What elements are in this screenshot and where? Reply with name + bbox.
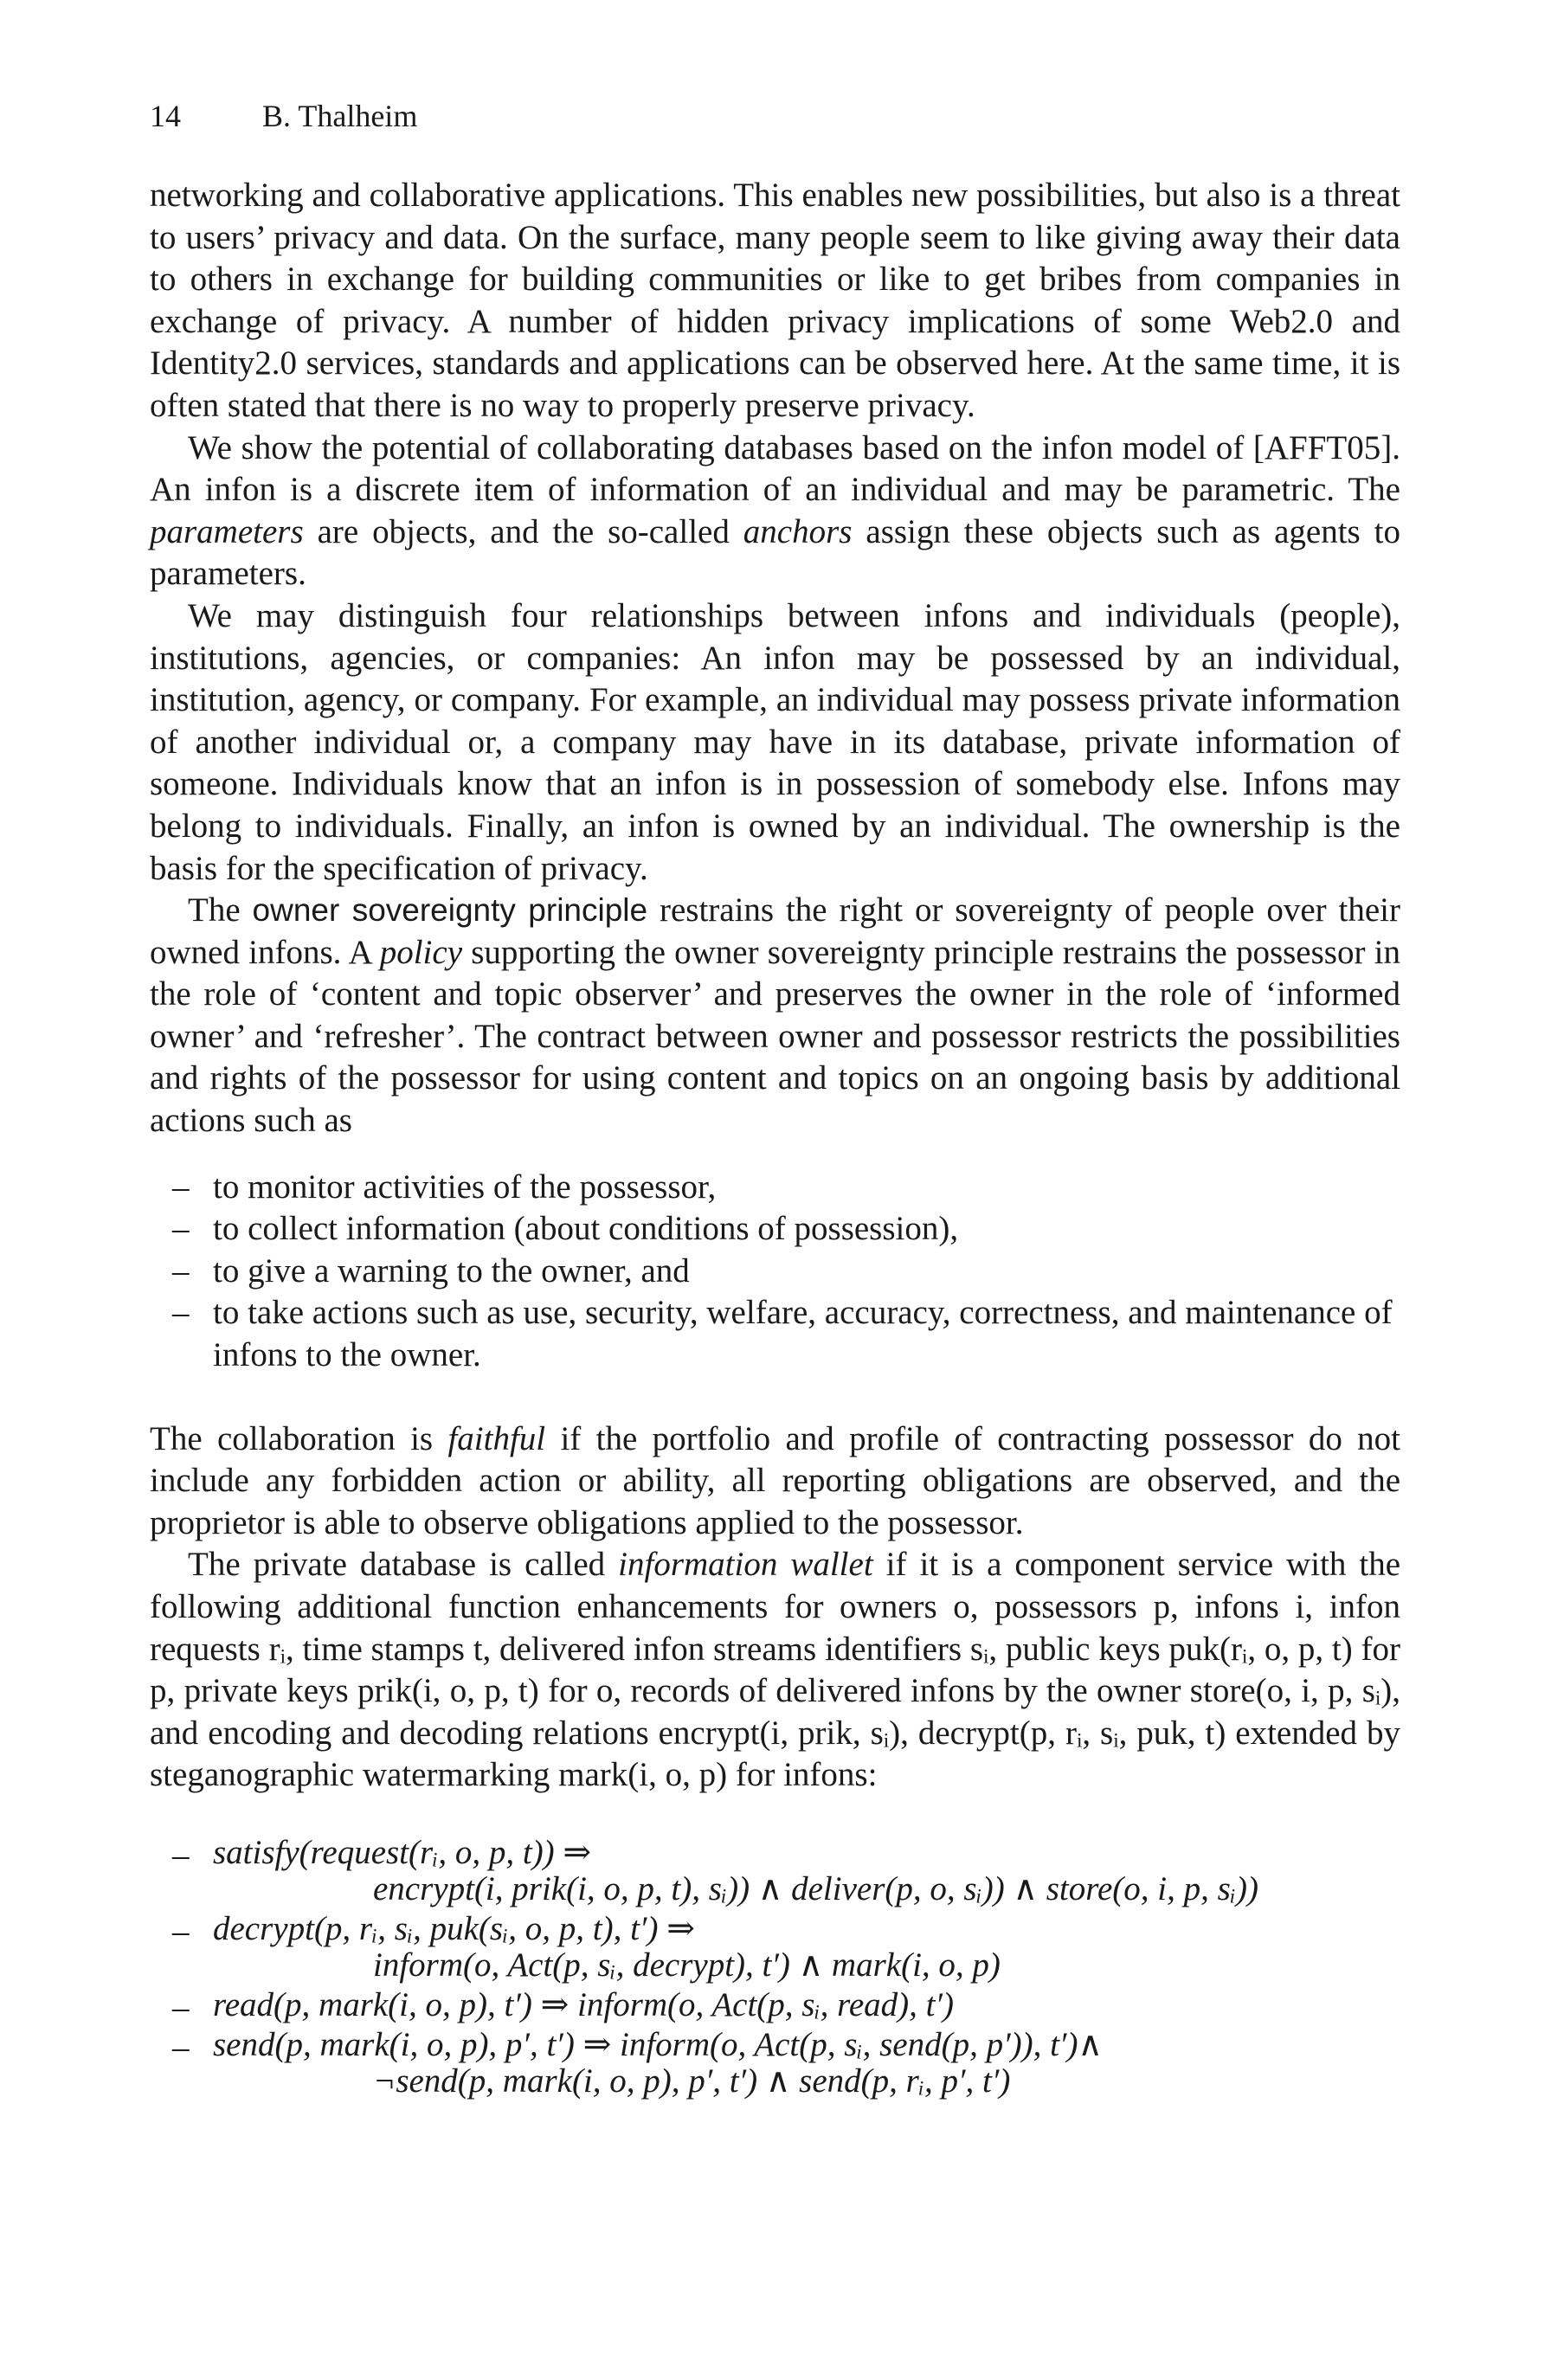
paragraph-6-text-a: The private database is called — [188, 1546, 619, 1584]
formula-line-2: encrypt(i, prik(i, o, p, t), sᵢ)) ∧ deliver(p, o, sᵢ)) ∧ store(o, i, p, sᵢ)) — [373, 1869, 1258, 1907]
formula-list — [150, 1835, 1400, 2100]
dash-marker: – — [172, 1294, 190, 1332]
dash-marker: – — [172, 1210, 190, 1248]
paragraph-5-text-b: if the portfolio and profile of contracting possessor do not include any forbidden action or ability, all reporting obligations are observed, and the proprietor is able to observe obligations applied to the possessor. — [150, 1419, 1401, 1541]
paragraph-6-text-b: if it is a component service with the following additional function enhancements for owners o, possessors p, infons i, infon requests rᵢ, time stamps t, delivered infon streams identifiers sᵢ, public keys puk(rᵢ, o, p, t) for p, private keys prik(i, o, p, t) for o, records of delivered infons by the owner store(o, i, p, sᵢ), and encoding and decoding relations encrypt(i, prik, sᵢ), decrypt(p, rᵢ, sᵢ, puk, t) extended by steganographic watermarking mark(i, o, p) for infons: — [150, 1546, 1401, 1794]
formula-line-1: read(p, mark(i, o, p), t′) ⇒ inform(o, Act(p, sᵢ, read), t′) — [213, 1985, 955, 2023]
paragraph-1: networking and collaborative applications. This enables new possibilities, but also is a threat to users’ privacy and data. On the surface, many people seem to like giving away their data to others in exchange for building communities or like to get bribes from companies in exchange of privacy. A number of hidden privacy implications of some Web2.0 and Identity2.0 services, standards and applications can be observed here. At the same time, it is often stated that there is no way to properly preserve privacy. — [150, 177, 1400, 424]
term-faithful: faithful — [447, 1419, 546, 1457]
formula-line-2: ¬send(p, mark(i, o, p), p′, t′) ∧ send(p, rᵢ, p′, t′) — [373, 2062, 1011, 2100]
paragraph-5-text-a: The collaboration is — [150, 1419, 448, 1457]
formula-item — [150, 1985, 1400, 2026]
dash-marker: – — [172, 1167, 190, 1206]
body-text — [150, 175, 1400, 2103]
paragraph-2-text-b: are objects, and the so-called — [303, 512, 743, 550]
action-list-item — [150, 1292, 1400, 1376]
term-anchors: anchors — [743, 512, 853, 550]
paragraph-5 — [150, 1418, 1400, 1545]
formula-item — [150, 1835, 1400, 1907]
dash-marker: – — [172, 2028, 190, 2066]
paragraph-4 — [150, 890, 1400, 1142]
action-item-text: to take actions such as use, security, welfare, accuracy, correctness, and maintenance of infons to the owner. — [213, 1294, 1393, 1374]
term-parameters: parameters — [150, 512, 304, 550]
formula-line-1: satisfy(request(rᵢ, o, p, t)) ⇒ — [213, 1833, 592, 1871]
dash-marker: – — [172, 1988, 190, 2026]
paragraph-6 — [150, 1544, 1400, 1797]
formula-line-1: send(p, mark(i, o, p), p′, t′) ⇒ inform(o, Act(p, sᵢ, send(p, p′)), t′)∧ — [213, 2025, 1103, 2063]
paragraph-2-text-c: assign these objects such as agents to parameters. — [150, 512, 1401, 593]
author-name: B. Thalheim — [262, 99, 418, 133]
paragraph-3: We may distinguish four relationships between infons and individuals (people), institutions, agencies, or companies: An infon may be possessed by an individual, institution, agency, or company. For example, an individual may possess private information of another individual or, a company may have in its database, private information of someone. Individuals know that an infon is in possession of somebody else. Infons may belong to individuals. Finally, an infon is owned by an individual. The ownership is the basis for the specification of privacy. — [150, 596, 1400, 887]
paragraph-2-text-a: We show the potential of collaborating databases based on the infon model of [AFFT05]. An infon is a discrete item of information of an individual and may be parametric. The — [150, 428, 1400, 509]
formula-item — [150, 2027, 1400, 2100]
paragraph-4-text-c: supporting the owner sovereignty principle restrains the possessor in the role of ‘content and topic observer’ and preserves the owner in the role of ‘informed owner’ and ‘refresher’. The contract between owner and possessor restricts the possibilities and rights of the possessor for using content and topics on an ongoing basis by additional actions such as — [150, 933, 1400, 1140]
page-number: 14 — [150, 99, 181, 133]
action-item-text: to collect information (about conditions of possession), — [213, 1210, 959, 1248]
paragraph-4-text-a: The — [188, 891, 253, 929]
action-list — [150, 1167, 1400, 1377]
action-list-item — [150, 1251, 1400, 1293]
action-item-text: to monitor activities of the possessor, — [213, 1167, 717, 1206]
formula-line-1: decrypt(p, rᵢ, sᵢ, puk(sᵢ, o, p, t), t′) ⇒ — [213, 1909, 695, 1947]
paragraph-4-text-b: restrains the right or sovereignty of people over their owned infons. A — [150, 891, 1400, 971]
action-list-item — [150, 1167, 1400, 1209]
running-head — [150, 97, 417, 135]
dash-marker: – — [172, 1836, 190, 1874]
term-owner-sovereignty-principle: owner sovereignty principle — [252, 892, 648, 929]
formula-item — [150, 1911, 1400, 1984]
dash-marker: – — [172, 1251, 190, 1290]
term-information-wallet: information wallet — [618, 1546, 873, 1584]
term-policy: policy — [379, 933, 463, 971]
formula-line-2: inform(o, Act(p, sᵢ, decrypt), t′) ∧ mark(i, o, p) — [373, 1946, 1001, 1984]
paragraph-2 — [150, 428, 1400, 595]
dash-marker: – — [172, 1912, 190, 1950]
action-list-item — [150, 1208, 1400, 1251]
action-item-text: to give a warning to the owner, and — [213, 1251, 690, 1290]
